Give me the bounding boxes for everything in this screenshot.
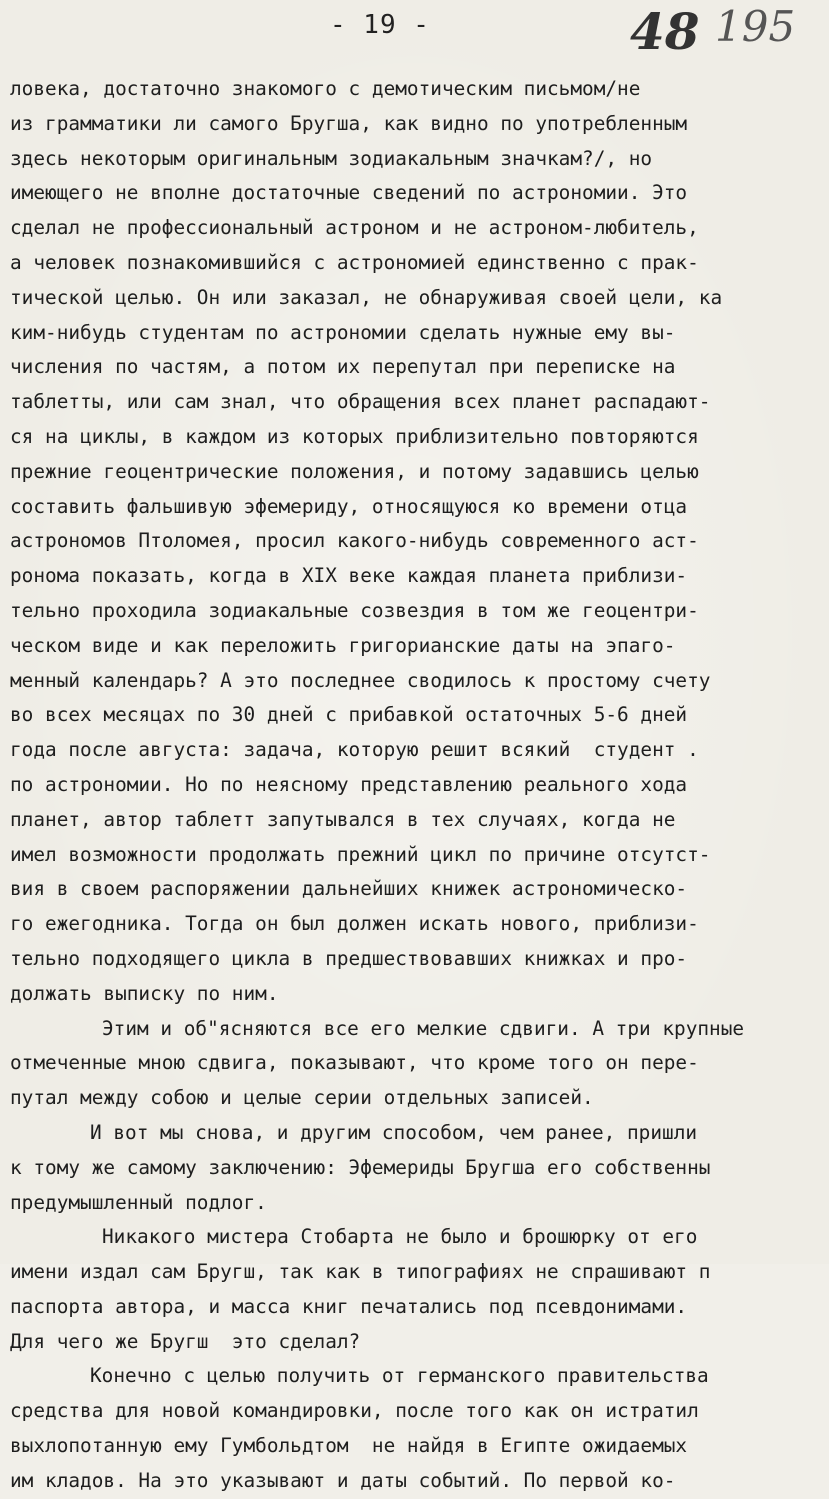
text-line: астрономов Птоломея, просил какого-нибудь современного аст- (10, 529, 699, 553)
text-line: ронома показать, когда в XIX веке каждая планета приблизи- (10, 564, 688, 588)
handwritten-number-right: 195 (715, 2, 796, 51)
text-line: должать выписку по ним. (10, 981, 279, 1005)
text-line: во всех месяцах по 30 дней с прибавкой остаточных 5-6 дней (10, 703, 688, 727)
text-line: ловека, достаточно знакомого с демотическим письмом/не (10, 77, 641, 100)
text-line: а человек познакомившийся с астрономией единственно с прак- (10, 250, 699, 274)
text-line: им кладов. На это указывают и даты событий. По первой ко- (10, 1468, 676, 1492)
text-line: тельно проходила зодиакальные созвездия в том же геоцентри- (10, 598, 699, 622)
text-line: имел возможности продолжать прежний цикл по причине отсутст- (10, 842, 711, 866)
text-line: тельно подходящего цикла в предшествовавших книжках и про- (10, 946, 688, 970)
text-line: по астрономии. Но по неясному представлению реального хода (10, 772, 688, 796)
text-line: паспорта автора, и масса книг печатались под псевдонимами. (10, 1294, 688, 1318)
text-line: имеющего не вполне достаточные сведений по астрономии. Это (10, 181, 688, 205)
text-line: составить фальшивую эфемериду, относящуюся ко времени отца (10, 494, 688, 518)
text-line: ким-нибудь студентам по астрономии сделать нужные ему вы- (10, 320, 676, 344)
text-line: Этим и об"ясняются все его мелкие сдвиги. А три крупные (102, 1016, 745, 1040)
text-line: И вот мы снова, и другим способом, чем ранее, пришли (90, 1120, 698, 1144)
text-line: из грамматики ли самого Бругша, как видно по употребленным (10, 111, 688, 135)
text-line: года после августа: задача, которую решит всякий студент . (10, 738, 699, 762)
text-line: ся на циклы, в каждом из которых приблизительно повторяются (10, 424, 699, 448)
text-line: Никакого мистера Стобарта не было и брошюрку от его (102, 1225, 698, 1249)
text-line: здесь некоторым оригинальным зодиакальным значкам?/, но (10, 146, 653, 170)
text-line: предумышленный подлог. (10, 1190, 267, 1214)
text-line: отмеченные мною сдвига, показывают, что кроме того он пере- (10, 1051, 699, 1075)
text-line: Для чего же Бругш это сделал? (10, 1329, 361, 1353)
text-line: числения по частям, а потом их перепутал при переписке на (10, 355, 676, 379)
text-line: вия в своем распоряжении дальнейших книжек астрономическо- (10, 877, 688, 901)
text-line: менный календарь? А это последнее сводилось к простому счету (10, 668, 711, 692)
text-line: к тому же самому заключению: Эфемериды Бругша его собственны (10, 1155, 711, 1179)
text-line: таблетты, или сам знал, что обращения всех планет распадают- (10, 390, 711, 414)
text-line: го ежегодника. Тогда он был должен искать нового, приблизи- (10, 912, 699, 936)
page-number: - 19 - (330, 10, 430, 40)
text-line: сделал не профессиональный астроном и не астроном-любитель, (10, 216, 699, 240)
text-line: имени издал сам Бругш, так как в типографиях не спрашивают п (10, 1260, 711, 1284)
text-line: Конечно с целью получить от германского правительства (90, 1364, 709, 1388)
body-text (10, 72, 825, 1499)
text-line: тической целью. Он или заказал, не обнаруживая своей цели, ка (10, 285, 723, 309)
text-line: прежние геоцентрические положения, и потому задавшись целью (10, 459, 699, 483)
text-line: ческом виде и как переложить григорианские даты на эпаго- (10, 633, 676, 657)
text-line: средства для новой командировки, после того как он истратил (10, 1399, 699, 1423)
text-line: планет, автор таблетт запутывался в тех случаях, когда не (10, 807, 676, 831)
handwritten-number-left: 48 (630, 2, 700, 61)
show-through-text (420, 12, 620, 38)
text-line: путал между собою и целые серии отдельных записей. (10, 1086, 594, 1110)
text-line: выхлопотанную ему Гумбольдтом не найдя в Египте ожидаемых (10, 1434, 688, 1458)
